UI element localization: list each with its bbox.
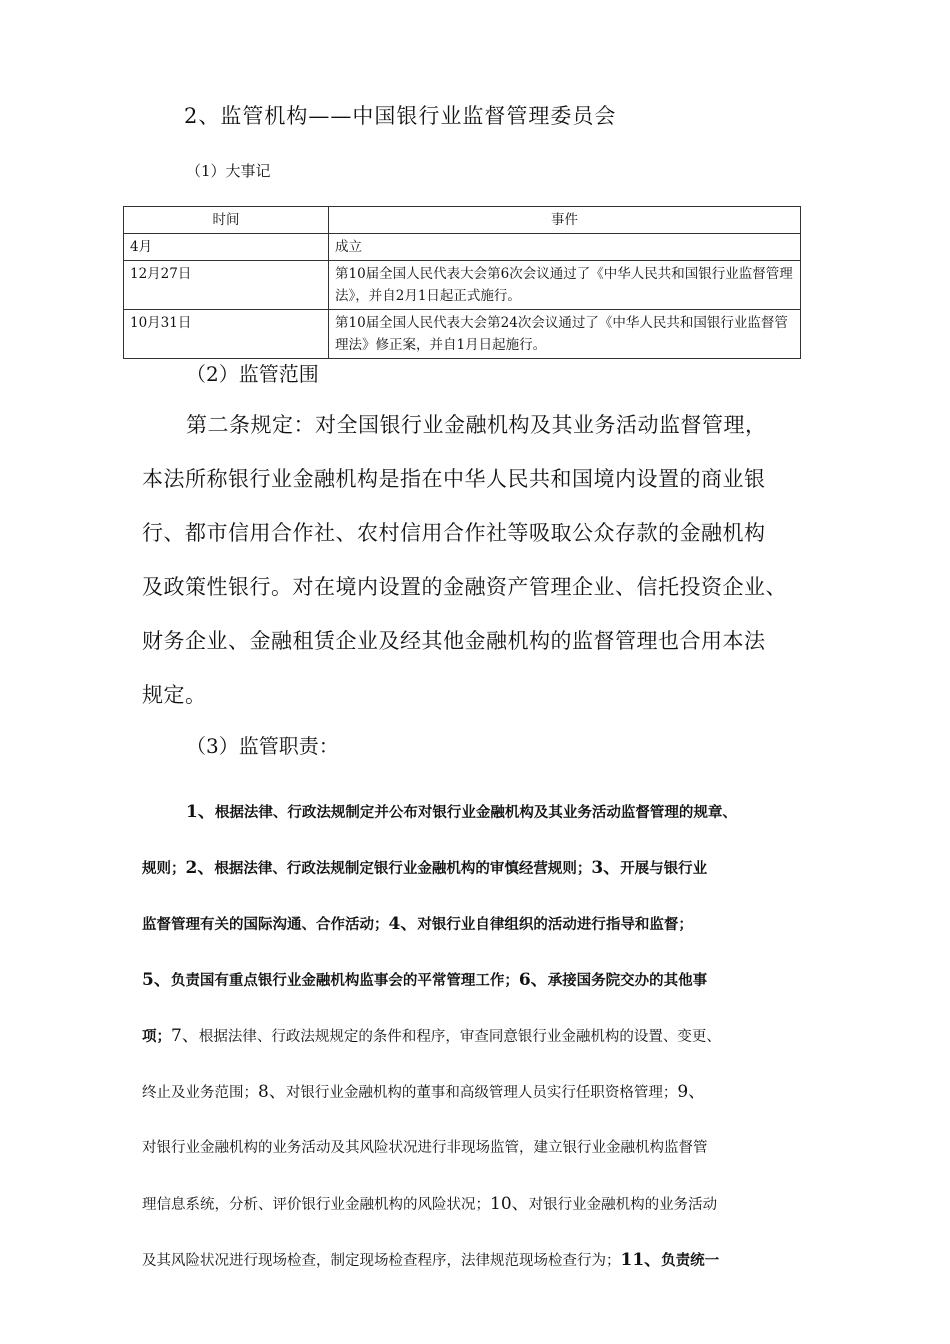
duties-line: 项；7、根据法律、行政法规规定的条件和程序，审查同意银行业金融机构的设置、变更、 xyxy=(142,1026,721,1046)
table-row xyxy=(124,310,801,359)
duties-line: 1、根据法律、行政法规制定并公布对银行业金融机构及其业务活动监督管理的规章、 xyxy=(186,802,737,822)
cell-event: 第10届全国人民代表大会第24次会议通过了《中华人民共和国银行业监督管理法》修正案，并自1月日起施行。 xyxy=(329,310,801,359)
duties-line: 规则；2、根据法律、行政法规制定银行业金融机构的审慎经营规则；3、开展与银行业 xyxy=(142,858,708,878)
duties-line: 及其风险状况进行现场检查，制定现场检查程序，法律规范现场检查行为；11、负责统一 xyxy=(142,1250,720,1270)
duties-line: 监督管理有关的国际沟通、合作活动；4、对银行业自律组织的活动进行指导和监督； xyxy=(142,914,693,934)
column-header-time: 时间 xyxy=(124,207,329,234)
subheading-scope: （2）监管范围 xyxy=(186,362,319,386)
table-header-row xyxy=(124,207,801,234)
duties-line: 终止及业务范围；8、对银行业金融机构的董事和高级管理人员实行任职资格管理；9、 xyxy=(142,1082,706,1102)
scope-line: 行、都市信用合作社、农村信用合作社等吸取公众存款的金融机构 xyxy=(142,521,766,545)
scope-paragraph xyxy=(142,398,832,722)
scope-line: 本法所称银行业金融机构是指在中华人民共和国境内设置的商业银 xyxy=(142,467,766,491)
cell-time: 10月31日 xyxy=(124,310,329,359)
table-row xyxy=(124,234,801,261)
duties-line: 理信息系统，分析、评价银行业金融机构的风险状况；10、对银行业金融机构的业务活动 xyxy=(142,1194,718,1214)
duties-line: 5、负责国有重点银行业金融机构监事会的平常管理工作；6、承接国务院交办的其他事 xyxy=(142,970,708,990)
scope-line: 财务企业、金融租赁企业及经其他金融机构的监督管理也合用本法 xyxy=(142,629,766,653)
scope-line: 规定。 xyxy=(142,683,207,707)
subheading-duties: （3）监管职责： xyxy=(186,734,339,758)
events-table xyxy=(123,206,801,359)
cell-event: 成立 xyxy=(329,234,801,261)
cell-time: 4月 xyxy=(124,234,329,261)
table-row xyxy=(124,261,801,310)
cell-time: 12月27日 xyxy=(124,261,329,310)
duties-line: 对银行业金融机构的业务活动及其风险状况进行非现场监管，建立银行业金融机构监督管 xyxy=(142,1140,708,1156)
scope-line: 及政策性银行。对在境内设置的金融资产管理企业、信托投资企业、 xyxy=(142,575,787,599)
section-heading: 2、监管机构——中国银行业监督管理委员会 xyxy=(184,104,617,128)
scope-line: 第二条规定：对全国银行业金融机构及其业务活动监督管理， xyxy=(186,413,767,437)
column-header-event: 事件 xyxy=(329,207,801,234)
subheading-events: （1）大事记 xyxy=(186,162,271,180)
cell-event: 第10届全国人民代表大会第6次会议通过了《中华人民共和国银行业监督管理法》，并自2月1日起正式施行。 xyxy=(329,261,801,310)
duties-paragraph xyxy=(142,784,832,1288)
